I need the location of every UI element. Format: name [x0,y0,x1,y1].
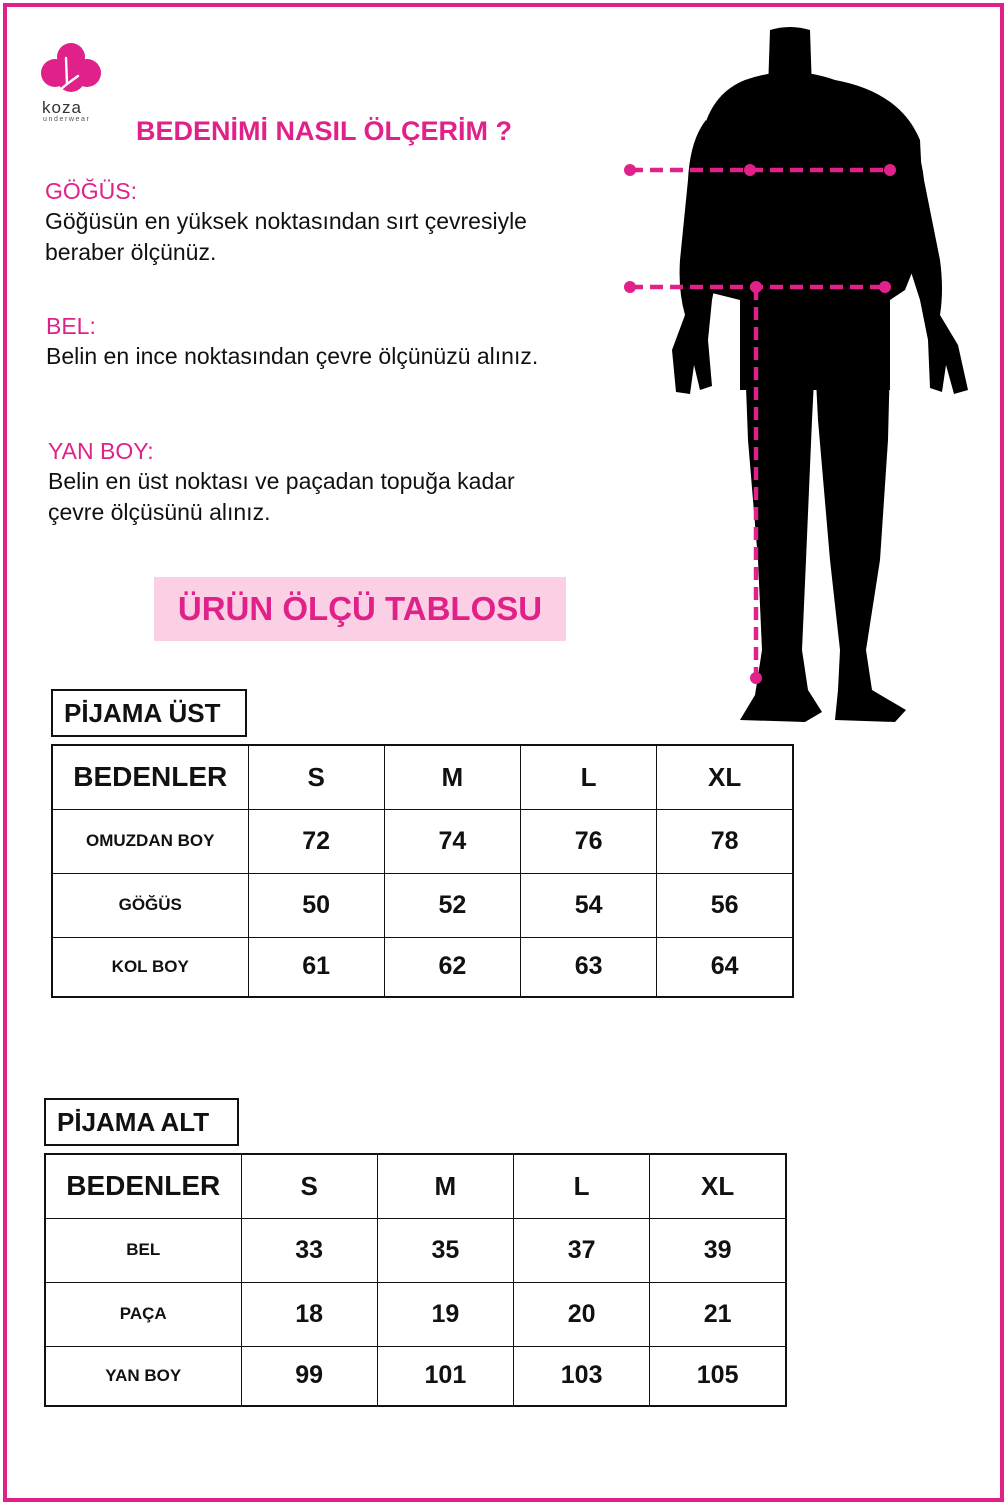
header-cell: S [241,1154,377,1218]
table-row [45,1282,786,1346]
table-header-row [45,1154,786,1218]
row-label: YAN BOY [45,1346,241,1406]
value-cell: 64 [657,937,793,997]
size-table-pajama-top [51,744,794,998]
value-cell: 63 [521,937,657,997]
size-chart-banner: ÜRÜN ÖLÇÜ TABLOSU [154,577,566,641]
table-row [45,1346,786,1406]
text-line: beraber ölçünüz. [45,239,217,265]
section-title-side-length: YAN BOY: [48,438,154,464]
value-cell: 56 [657,873,793,937]
row-label: BEL [45,1218,241,1282]
value-cell: 105 [650,1346,786,1406]
row-label: PAÇA [45,1282,241,1346]
value-cell: 19 [377,1282,513,1346]
value-cell: 74 [384,809,520,873]
flower-logo-icon [40,40,102,100]
header-cell: BEDENLER [45,1154,241,1218]
table-label-pajama-bottom: PİJAMA ALT [44,1098,239,1146]
header-cell: XL [657,745,793,809]
section-text-waist [46,341,538,372]
value-cell: 21 [650,1282,786,1346]
brand-name: koza [42,98,82,117]
page-title: BEDENİMİ NASIL ÖLÇERİM ? [136,116,513,146]
value-cell: 39 [650,1218,786,1282]
value-cell: 78 [657,809,793,873]
value-cell: 54 [521,873,657,937]
row-label: GÖĞÜS [52,873,248,937]
value-cell: 33 [241,1218,377,1282]
size-table-pajama-bottom [44,1153,787,1407]
row-label: OMUZDAN BOY [52,809,248,873]
value-cell: 99 [241,1346,377,1406]
text-line: Belin en üst noktası ve paçadan topuğa kadar [48,468,515,494]
value-cell: 52 [384,873,520,937]
header-cell: XL [650,1154,786,1218]
text-line: Göğüsün en yüksek noktasından sırt çevresiyle [45,208,527,234]
section-text-chest [45,206,527,268]
row-label: KOL BOY [52,937,248,997]
section-title-chest: GÖĞÜS: [45,178,138,204]
body-silhouette-icon [615,25,985,730]
value-cell: 103 [514,1346,650,1406]
value-cell: 76 [521,809,657,873]
value-cell: 35 [377,1218,513,1282]
value-cell: 37 [514,1218,650,1282]
value-cell: 62 [384,937,520,997]
value-cell: 72 [248,809,384,873]
value-cell: 18 [241,1282,377,1346]
brand-tagline: underwear [43,116,91,123]
value-cell: 101 [377,1346,513,1406]
section-title-waist: BEL: [46,313,96,339]
table-header-row [52,745,793,809]
header-cell: BEDENLER [52,745,248,809]
table-label-pajama-top: PİJAMA ÜST [51,689,247,737]
text-line: Belin en ince noktasından çevre ölçünüzü alınız. [46,343,539,369]
value-cell: 61 [248,937,384,997]
brand-logo [40,40,102,123]
table-row [52,937,793,997]
header-cell: S [248,745,384,809]
value-cell: 20 [514,1282,650,1346]
header-cell: L [514,1154,650,1218]
section-text-side-length [48,466,515,528]
text-line: çevre ölçüsünü alınız. [48,499,271,525]
table-row [52,873,793,937]
header-cell: M [377,1154,513,1218]
value-cell: 50 [248,873,384,937]
header-cell: L [521,745,657,809]
table-row [52,809,793,873]
table-row [45,1218,786,1282]
header-cell: M [384,745,520,809]
